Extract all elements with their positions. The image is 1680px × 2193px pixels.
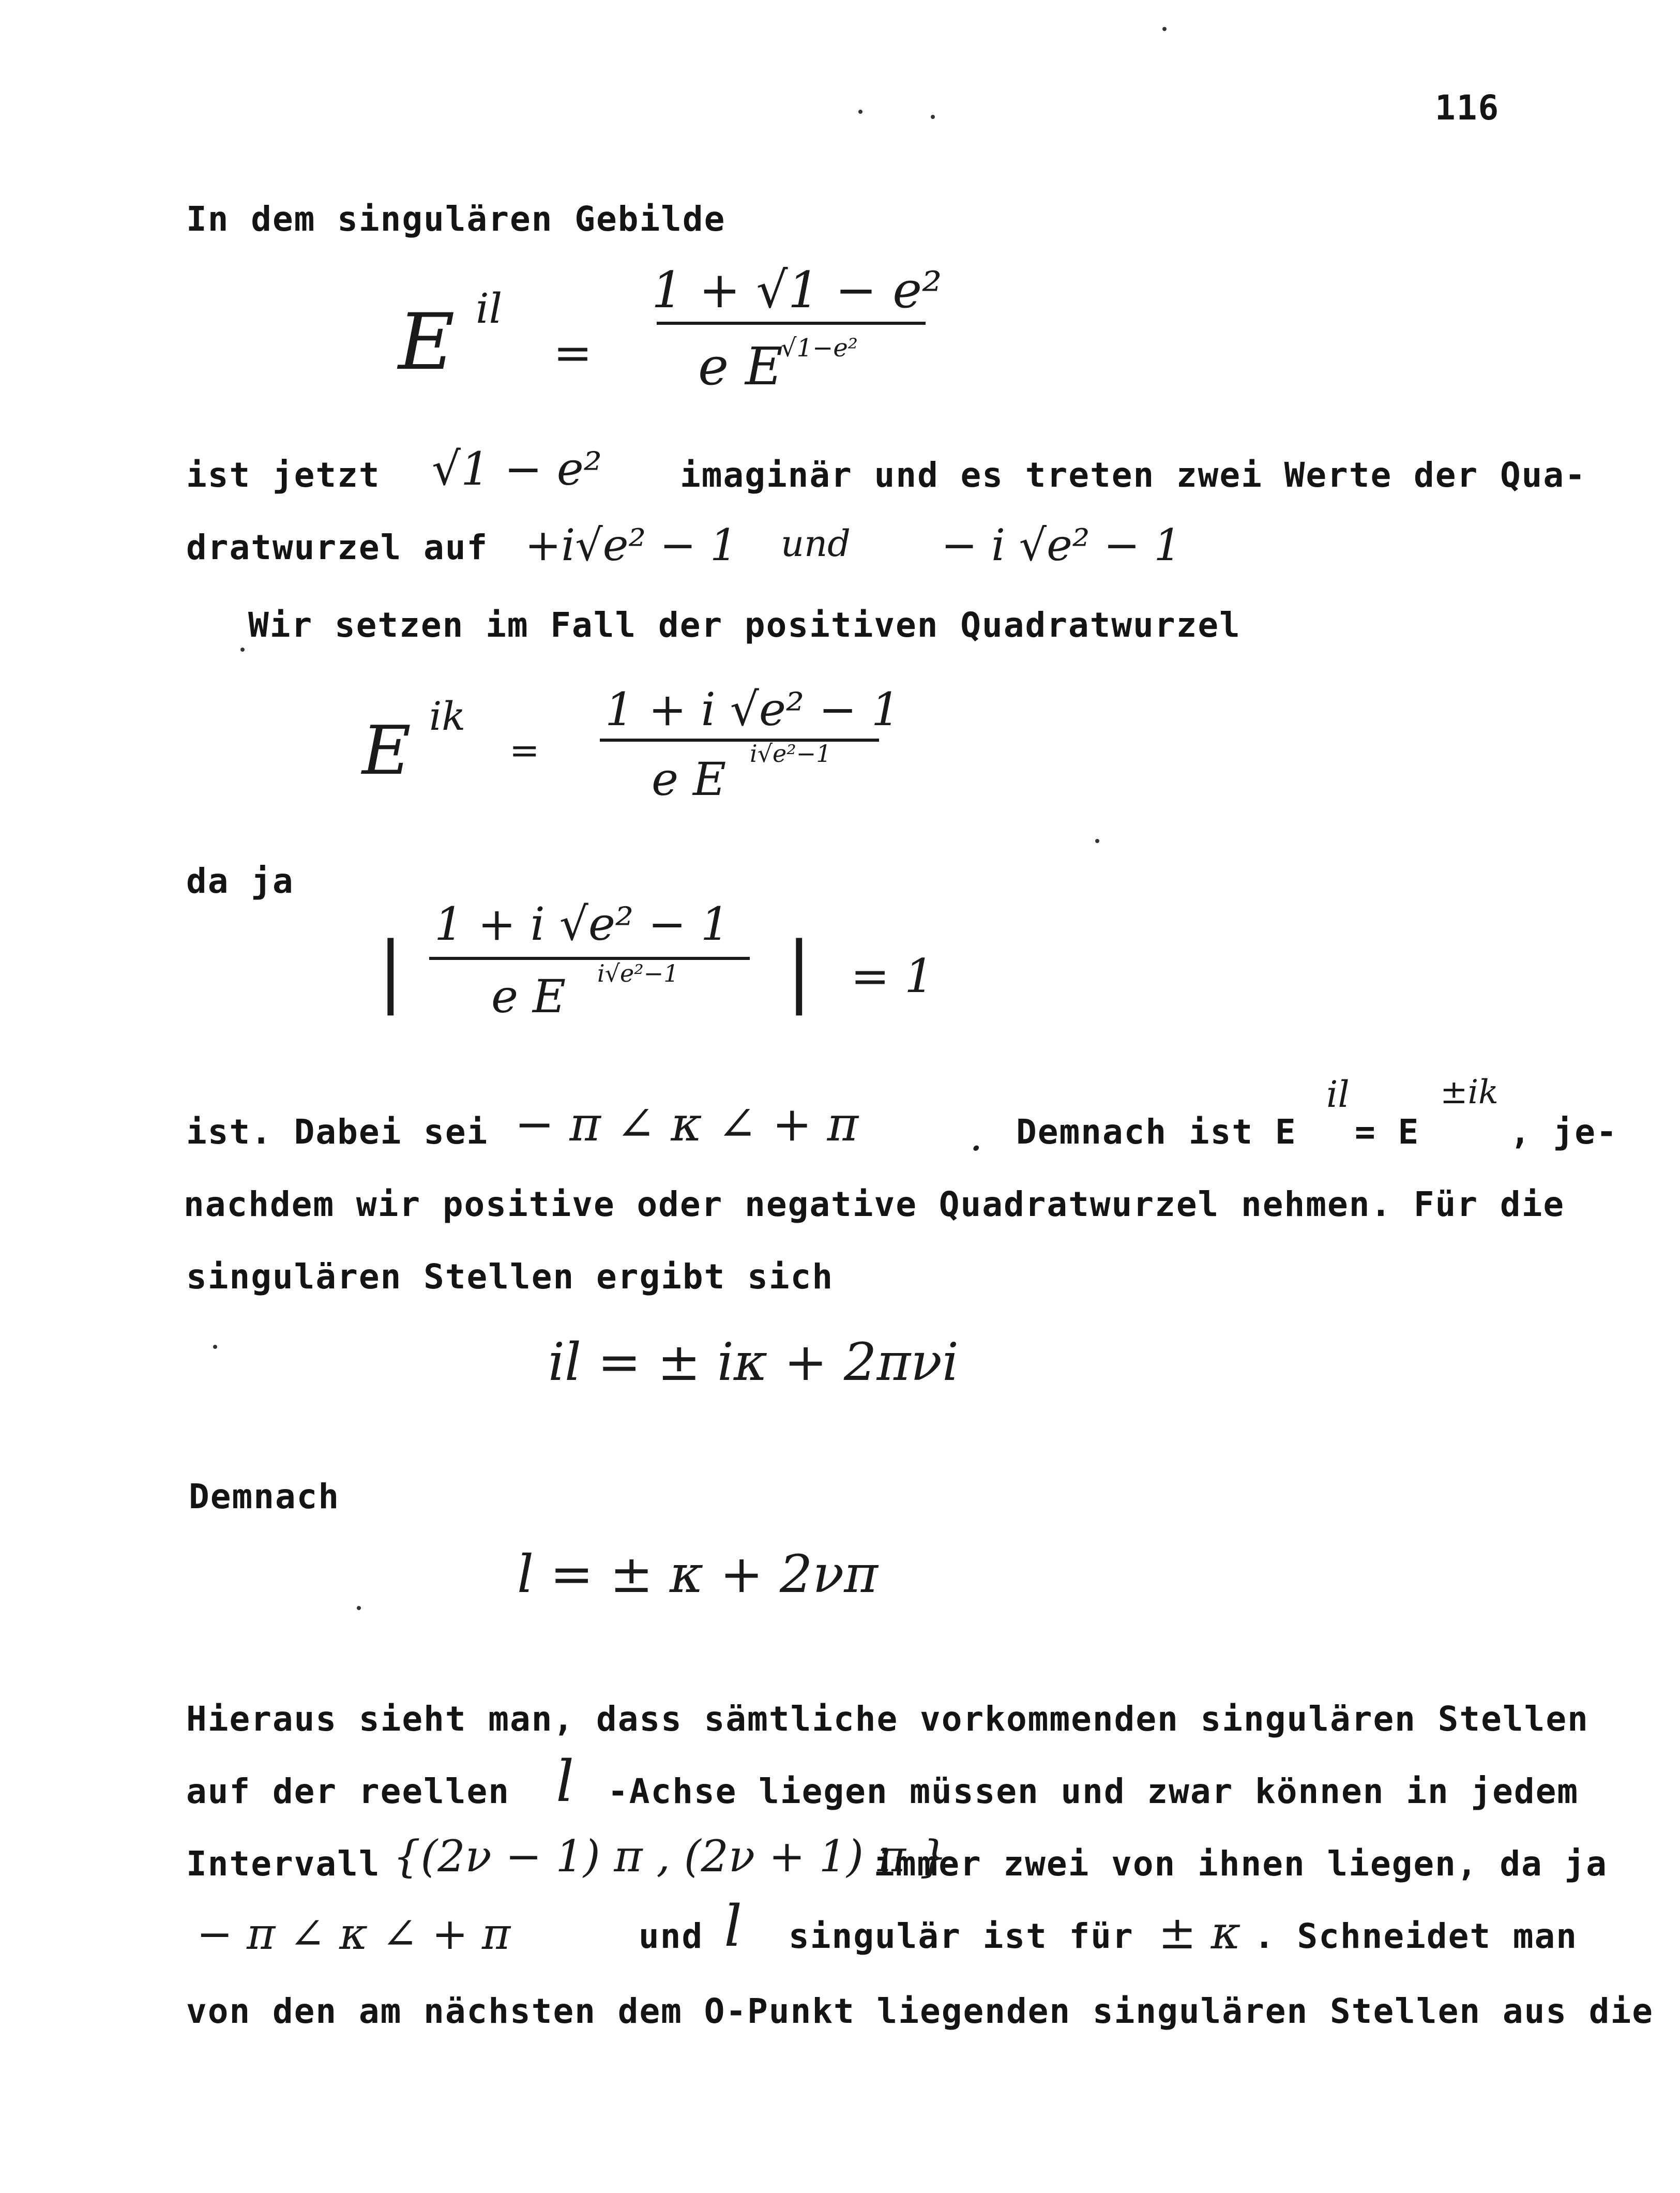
exponent-pm-ik: ±ik [1440,1073,1499,1111]
text-line-13b: singulär ist für [789,1916,1134,1956]
eq1-lhs: E [398,297,455,387]
ell-symbol-2: l [724,1893,743,1959]
eq3-abs-left: | [377,926,404,1016]
speck [858,110,862,114]
text-line-13a: und [639,1916,704,1956]
text-line-10: Hieraus sieht man, dass sämtliche vorkommenden singulären Stellen [186,1699,1589,1739]
eq3-denominator-exponent: i√e²−1 [597,959,679,987]
eq2-lhs: E [362,711,411,790]
equation-4: il = ± iκ + 2πνi [548,1332,959,1392]
text-line-11a: auf der reellen [186,1771,510,1811]
eq2-numerator: 1 + i √e² − 1 [605,683,900,736]
text-line-5: da ja [186,861,294,901]
page-number: 116 [1435,88,1500,128]
eq3-numerator: 1 + i √e² − 1 [434,897,730,951]
und-handwritten: und [781,522,851,565]
text-line-2b: imaginär und es treten zwei Werte der Qua- [680,455,1586,495]
eq1-fraction-bar [657,322,926,325]
eq3-fraction-bar [429,957,750,960]
text-line-14: von den am nächsten dem O-Punkt liegenden singulären Stellen aus die [186,1991,1654,2031]
speck [931,115,935,119]
eq3-denominator: e E [491,970,566,1023]
text-line-11b: -Achse liegen müssen und zwar können in jedem [608,1771,1579,1811]
inequality-1-dot: . [970,1112,983,1160]
text-line-8: singulären Stellen ergibt sich [186,1257,834,1297]
sqrt-inline: √1 − e² [432,442,602,495]
text-line-9: Demnach [189,1477,340,1516]
text-line-6b: Demnach ist E [1016,1112,1297,1152]
text-line-12b: immer zwei von ihnen liegen, da ja [874,1844,1608,1884]
speck [1095,839,1099,843]
eq1-numerator: 1 + √1 − e² [652,261,942,319]
eq1-denominator-exponent: √1−e² [781,334,858,363]
eq2-denominator: e E [652,753,727,806]
speck [240,648,245,652]
root-plus: +i√e² − 1 [525,520,738,570]
text-line-4: Wir setzen im Fall der positiven Quadratwurzel [248,605,1241,645]
eq2-fraction-bar [600,739,879,742]
text-line-12a: Intervall [186,1844,381,1884]
interval-expression: {(2ν − 1) π , (2ν + 1) π } [393,1831,948,1882]
text-line-13c: . Schneidet man [1254,1916,1578,1956]
text-line-7: nachdem wir positive oder negative Quadratwurzel nehmen. Für die [184,1184,1565,1224]
root-minus: − i √e² − 1 [941,520,1182,570]
text-line-6c: = E [1355,1112,1420,1152]
eq2-equals: = [509,729,540,772]
exponent-il: il [1326,1073,1350,1116]
equation-5: l = ± κ + 2νπ [517,1544,878,1604]
text-line-6d: , je- [1510,1112,1618,1152]
eq3-rhs: = 1 [851,949,934,1003]
speck [1162,27,1167,31]
text-line-6a: ist. Dabei sei [186,1112,489,1152]
speck [213,1345,217,1349]
text-line-2a: ist jetzt [186,455,381,495]
eq1-equals: = [553,326,593,380]
eq2-exponent: ik [429,693,466,739]
pm-kappa: ± κ [1158,1906,1241,1959]
text-line-3a: dratwurzel auf [186,528,489,567]
eq2-denominator-exponent: i√e²−1 [750,740,831,768]
eq3-abs-right: | [786,926,812,1016]
speck [357,1606,361,1610]
inequality-2: − π ∠ κ ∠ + π [196,1909,511,1959]
text-line-1: In dem singulären Gebilde [186,199,726,239]
eq1-exponent: il [476,284,503,333]
eq1-denominator: e E [698,336,783,397]
ell-symbol: l [556,1748,574,1814]
inequality-1: − π ∠ κ ∠ + π [514,1096,859,1152]
